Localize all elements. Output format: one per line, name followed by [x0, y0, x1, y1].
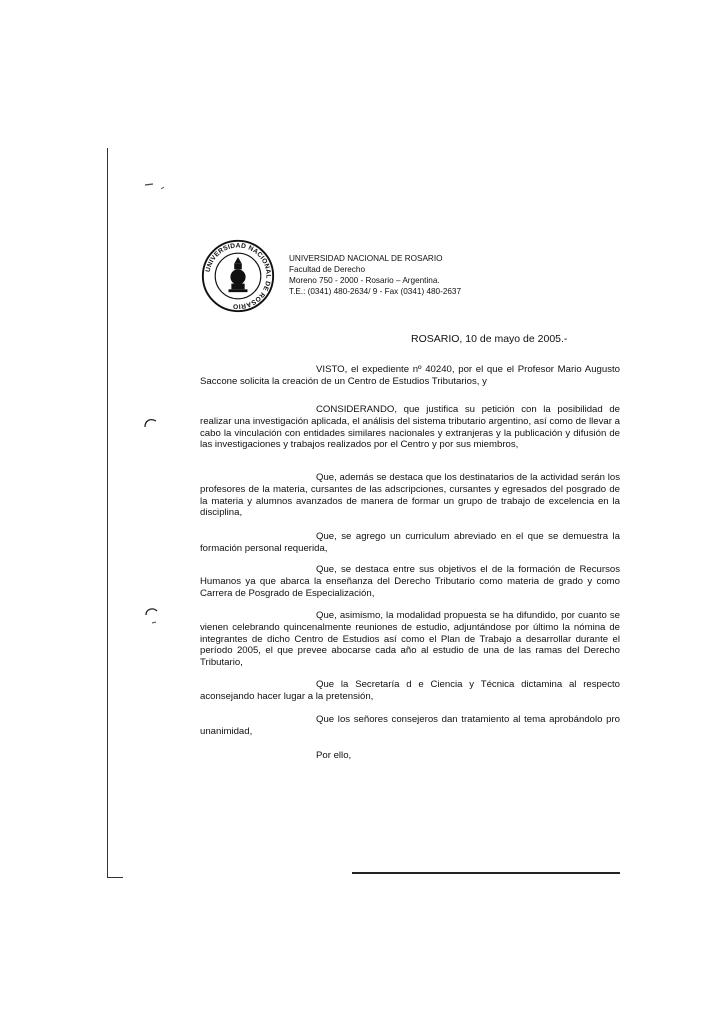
punch-hole-mark: [143, 416, 159, 432]
university-seal: [200, 238, 276, 314]
university-name: UNIVERSIDAD NACIONAL DE ROSARIO: [289, 254, 443, 263]
faculty-name: Facultad de Derecho: [289, 265, 366, 274]
paragraph-consejeros: [200, 714, 620, 738]
paragraph-text: Que los señores consejeros dan tratamiento al tema aprobándolo pro unanimidad,: [200, 714, 620, 737]
paragraph-destinatarios: [200, 472, 620, 519]
paragraph-curriculum: [200, 531, 620, 555]
paragraph-text: CONSIDERANDO, que justifica su petición con la posibilidad de realizar una investigación aplicada, el análisis del sistema tributario argentino, así como de llevar a cabo la vinculación con entidades similares nacionales y extranjeras y la publicación y difusión de las investigaciones y trabajos realizados por el Centro y por sus miembros,: [200, 404, 620, 451]
paragraph-text: VISTO, el expediente nº 40240, por el que el Profesor Mario Augusto Saccone solicita la creación de un Centro de Estudios Tributarios, y: [200, 364, 620, 387]
paragraph-secretaria: [200, 679, 620, 703]
document-date: ROSARIO, 10 de mayo de 2005.-: [411, 333, 568, 345]
paragraph-considerando: [200, 404, 620, 451]
paragraph-modalidad: [200, 610, 620, 669]
closing-por-ello: Por ello,: [316, 750, 352, 761]
paragraph-visto: [200, 364, 620, 388]
paragraph-text: Que, se destaca entre sus objetivos el de la formación de Recursos Humanos ya que abarca la enseñanza del Derecho Tributario como materia de grado y como Carrera de Posgrado de Especialización,: [200, 564, 620, 599]
paragraph-text: Que, se agrego un curriculum abreviado en el que se demuestra la formación personal requerida,: [200, 531, 620, 554]
paragraph-text: Que, asimismo, la modalidad propuesta se ha difundido, por cuanto se vienen celebrando quincenalmente reuniones de estudio, adjuntándose por último la nómina de integrantes de dicho Centro de Estudios así como el Plan de Trabajo a desarrollar durante el período 2005, el que prevee abocarse cada año al estudio de una de las ramas del Derecho Tributario,: [200, 610, 620, 669]
paragraph-objetivos: [200, 564, 620, 599]
svg-text:UNIVERSIDAD NACIONAL DE ROSARI: UNIVERSIDAD NACIONAL DE ROSARIO: [204, 242, 272, 310]
paragraph-text: Que la Secretaría d e Ciencia y Técnica dictamina al respecto aconsejando hacer lugar a la pretensión,: [200, 679, 620, 702]
phone-fax: T.E.: (0341) 480-2634/ 9 - Fax (0341) 480-2637: [289, 287, 462, 296]
punch-hole-mark: [143, 606, 161, 636]
letterhead: [289, 253, 461, 297]
scan-footer-line-left: [107, 877, 123, 878]
scan-footer-line-right: [352, 872, 620, 874]
scan-speck: [143, 180, 169, 194]
paragraph-text: Que, además se destaca que los destinatarios de la actividad serán los profesores de la materia, cursantes de las adscripciones, cursantes y egresados del posgrado de la materia y alumnos avanzados de manera de formar un grupo de trabajo de excelencia en la disciplina,: [200, 472, 620, 519]
scan-margin-line: [107, 148, 108, 878]
address: Moreno 750 - 2000 - Rosario – Argentina.: [289, 276, 440, 285]
